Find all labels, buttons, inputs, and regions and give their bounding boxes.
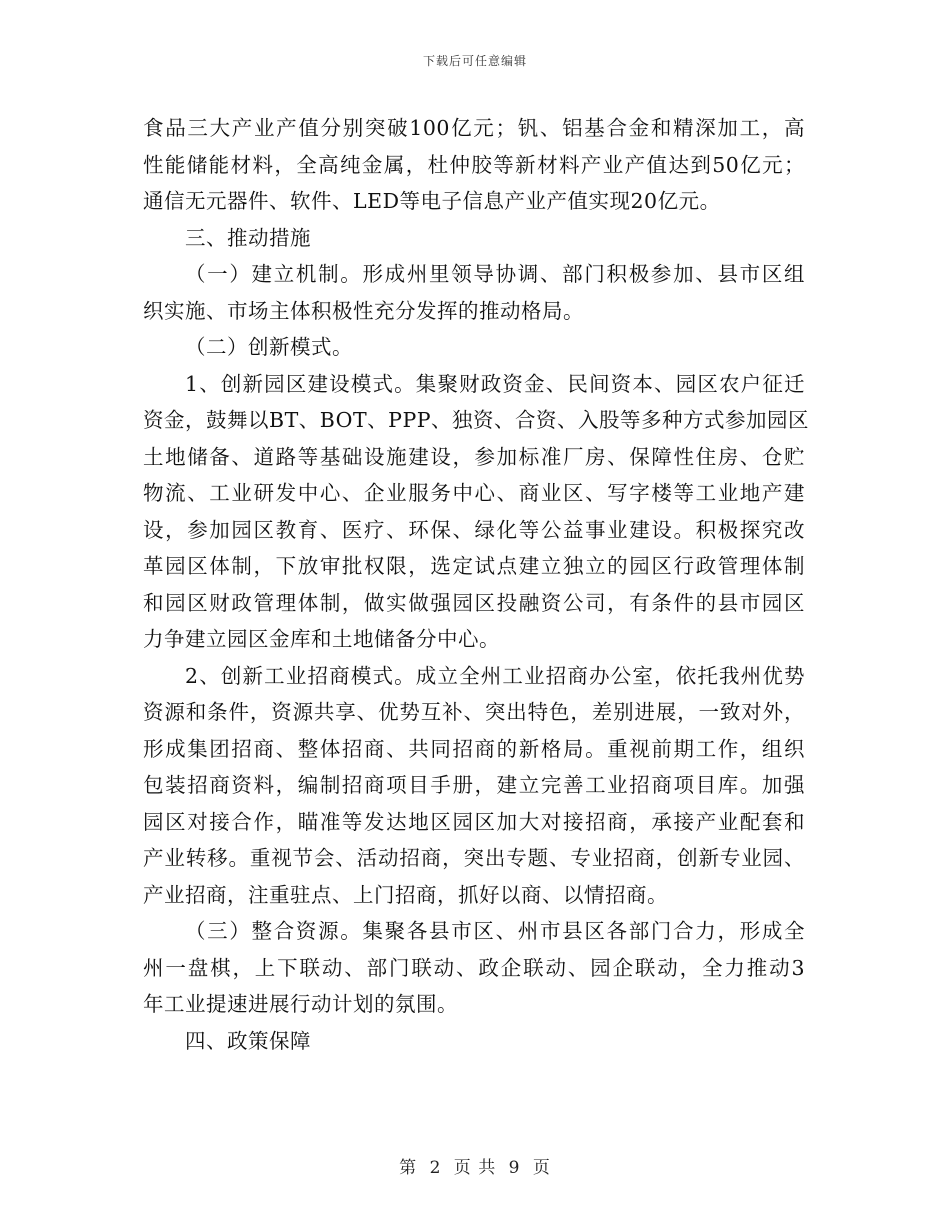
page-footer (0, 1153, 950, 1178)
text-line: 织实施、市场主体积极性充分发挥的推动格局。 (143, 298, 584, 323)
text-line: 2、创新工业招商模式。成立全州工业招商办公室，依托我州优势 (185, 663, 805, 688)
text-line: 物流、工业研发中心、企业服务中心、商业区、写字楼等工业地产建 (143, 481, 805, 505)
text-line: 食品三大产业产值分别突破100亿元；钒、铝基合金和精深加工，高 (143, 116, 805, 140)
footer-prefix: 第 (399, 1158, 418, 1178)
text-line: （一）建立机制。形成州里领导协调、部门积极参加、县市区组 (185, 262, 805, 286)
text-line: 四、政策保障 (185, 1028, 311, 1053)
text-line: （三）整合资源。集聚各县市区、州市县区各部门合力，形成全 (185, 919, 805, 943)
text-line: 三、推动措施 (185, 225, 311, 250)
text-line: 革园区体制，下放审批权限，选定试点建立独立的园区行政管理体制 (143, 554, 805, 578)
text-line: （二）创新模式。 (185, 335, 353, 359)
document-body (143, 110, 810, 1059)
text-line: 产业招商，注重驻点、上门招商，抓好以商、以情招商。 (143, 882, 668, 907)
text-line: 年工业提速进展行动计划的氛围。 (143, 992, 458, 1016)
text-line: 力争建立园区金库和土地储备分中心。 (143, 627, 500, 651)
footer-suffix: 页 (532, 1158, 551, 1178)
text-line: 通信无元器件、软件、LED等电子信息产业产值实现20亿元。 (143, 189, 721, 213)
text-line: 形成集团招商、整体招商、共同招商的新格局。重视前期工作，组织 (143, 736, 805, 761)
text-line: 资金，鼓舞以BT、BOT、PPP、独资、合资、入股等多种方式参加园区 (143, 408, 810, 432)
text-line: 性能储能材料，全高纯金属，杜仲胶等新材料产业产值达到50亿元； (143, 152, 805, 177)
text-line: 园区对接合作，瞄准等发达地区园区加大对接招商，承接产业配套和 (143, 809, 805, 834)
page-header-note: 下载后可任意编辑 (422, 54, 527, 68)
text-line: 包装招商资料，编制招商项目手册，建立完善工业招商项目库。加强 (143, 773, 805, 797)
text-line: 1、创新园区建设模式。集聚财政资金、民间资本、园区农户征迁 (185, 371, 805, 396)
text-line: 州一盘棋，上下联动、部门联动、政企联动、园企联动，全力推动3 (143, 955, 805, 980)
text-line: 土地储备、道路等基础设施建设，参加标准厂房、保障性住房、仓贮 (143, 444, 805, 469)
text-line: 和园区财政管理体制，做实做强园区投融资公司，有条件的县市园区 (143, 590, 805, 615)
footer-total-pages: 9 (508, 1158, 521, 1178)
text-line: 产业转移。重视节会、活动招商，突出专题、专业招商，创新专业园、 (143, 846, 805, 870)
footer-middle: 页 共 (453, 1158, 497, 1178)
text-line: 资源和条件，资源共享、优势互补、突出特色，差别进展，一致对外， (143, 700, 805, 724)
text-line: 设，参加园区教育、医疗、环保、绿化等公益事业建设。积极探究改 (143, 517, 805, 542)
footer-current-page: 2 (429, 1158, 442, 1178)
